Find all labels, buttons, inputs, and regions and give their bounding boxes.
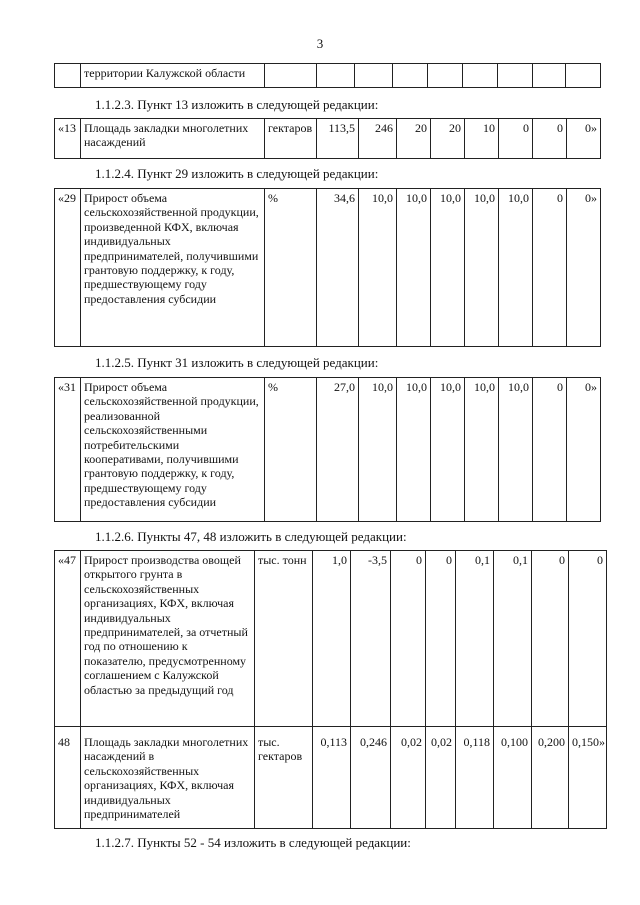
table-top-fragment: [54, 63, 601, 88]
value-cell: 20: [431, 119, 465, 159]
value-cell: [533, 64, 566, 88]
row-number-cell: «29: [55, 189, 81, 347]
indicator-name-cell: Площадь закладки многолетних насаждений: [81, 119, 265, 159]
value-cell: [428, 64, 463, 88]
value-cell: -3,5: [351, 551, 391, 727]
value-cell: [463, 64, 498, 88]
value-cell: 10,0: [359, 378, 397, 522]
value-cell: 27,0: [317, 378, 359, 522]
value-cell: 0,02: [426, 727, 456, 829]
value-cell: 0,1: [494, 551, 532, 727]
table-row-29: [54, 188, 601, 347]
paragraph-item-29: 1.1.2.4. Пункт 29 изложить в следующей редакции:: [95, 166, 379, 181]
value-cell: 10,0: [499, 378, 533, 522]
table-row-13: [54, 118, 601, 159]
value-cell: 10: [465, 119, 499, 159]
table-row: [55, 119, 601, 159]
unit-cell: %: [265, 378, 317, 522]
value-cell: 20: [397, 119, 431, 159]
value-cell: 10,0: [397, 378, 431, 522]
row-number-cell: «31: [55, 378, 81, 522]
value-cell: [498, 64, 533, 88]
value-cell: [355, 64, 393, 88]
value-cell: 0: [569, 551, 607, 727]
table-row: [55, 727, 607, 829]
value-cell: 10,0: [465, 189, 499, 347]
indicator-name-cell: Прирост объема сельскохозяйственной продукции, реализованной сельскохозяйственными потребительскими кооперативами, получившими грантовую поддержку, к году, предшествующему году предоставления субсидии: [81, 378, 265, 522]
unit-cell: тыс. гектаров: [255, 727, 313, 829]
value-cell: 0: [533, 189, 567, 347]
page-number: 3: [316, 36, 324, 51]
unit-cell: гектаров: [265, 119, 317, 159]
value-cell: 10,0: [359, 189, 397, 347]
value-cell: 0»: [567, 378, 601, 522]
value-cell: 0,150»: [569, 727, 607, 829]
value-cell: 0: [499, 119, 533, 159]
table-row: [55, 551, 607, 727]
value-cell: 0: [532, 551, 569, 727]
value-cell: 0: [391, 551, 426, 727]
indicator-name-cell: территории Калужской области: [81, 64, 265, 88]
value-cell: 0»: [567, 119, 601, 159]
value-cell: 0,100: [494, 727, 532, 829]
value-cell: 10,0: [499, 189, 533, 347]
value-cell: 0: [533, 119, 567, 159]
value-cell: [566, 64, 601, 88]
row-number-cell: «47: [55, 551, 81, 727]
table-row-31: [54, 377, 601, 522]
unit-cell: тыс. тонн: [255, 551, 313, 727]
value-cell: 0,200: [532, 727, 569, 829]
value-cell: 0,246: [351, 727, 391, 829]
value-cell: 10,0: [465, 378, 499, 522]
row-number-cell: [55, 64, 81, 88]
table-row: [55, 64, 601, 88]
value-cell: 0,1: [456, 551, 494, 727]
indicator-name-cell: Прирост производства овощей открытого грунта в сельскохозяйственных организациях, КФХ, включая индивидуальных предпринимателей, за отчетный год по отношению к показателю, предусмотренному соглашением с Калужской областью за предыдущий год: [81, 551, 255, 727]
value-cell: 10,0: [431, 378, 465, 522]
row-number-cell: «13: [55, 119, 81, 159]
value-cell: 113,5: [317, 119, 359, 159]
value-cell: 0,118: [456, 727, 494, 829]
value-cell: 10,0: [397, 189, 431, 347]
paragraph-items-47-48: 1.1.2.6. Пункты 47, 48 изложить в следующей редакции:: [95, 529, 407, 544]
indicator-name-cell: Площадь закладки многолетних насаждений в сельскохозяйственных организациях, КФХ, включая индивидуальных предпринимателей: [81, 727, 255, 829]
value-cell: [393, 64, 428, 88]
table-row: [55, 189, 601, 347]
value-cell: 0: [426, 551, 456, 727]
indicator-name-cell: Прирост объема сельскохозяйственной продукции, произведенной КФХ, включая индивидуальных предпринимателей, получившими грантовую поддержку, к году, предшествующему году предоставления субсидии: [81, 189, 265, 347]
value-cell: 10,0: [431, 189, 465, 347]
value-cell: 0,02: [391, 727, 426, 829]
value-cell: 0,113: [313, 727, 351, 829]
value-cell: 1,0: [313, 551, 351, 727]
paragraph-item-31: 1.1.2.5. Пункт 31 изложить в следующей редакции:: [95, 355, 379, 370]
value-cell: 0: [533, 378, 567, 522]
table-rows-47-48: [54, 550, 607, 829]
paragraph-item-13: 1.1.2.3. Пункт 13 изложить в следующей редакции:: [95, 97, 379, 112]
row-number-cell: 48: [55, 727, 81, 829]
paragraph-items-52-54: 1.1.2.7. Пункты 52 - 54 изложить в следующей редакции:: [95, 835, 411, 850]
unit-cell: %: [265, 189, 317, 347]
value-cell: [317, 64, 355, 88]
value-cell: 34,6: [317, 189, 359, 347]
unit-cell: [265, 64, 317, 88]
value-cell: 0»: [567, 189, 601, 347]
value-cell: 246: [359, 119, 397, 159]
table-row: [55, 378, 601, 522]
